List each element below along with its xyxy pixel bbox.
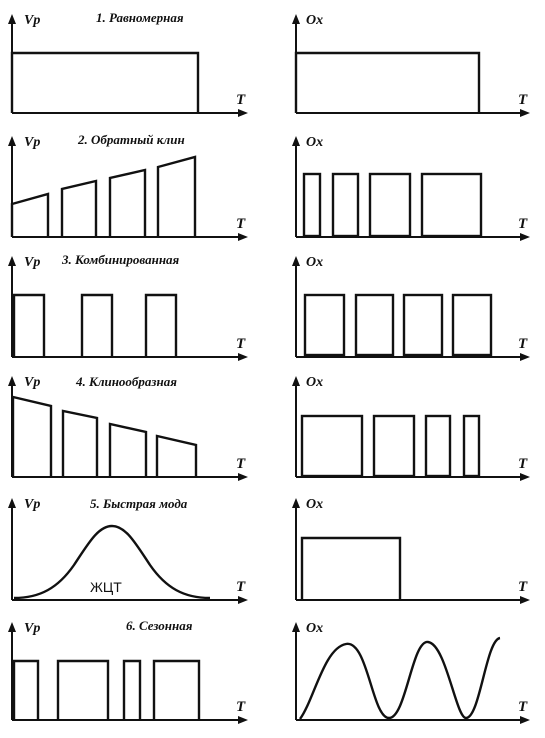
y-axis-arrow <box>8 14 16 24</box>
coverage-rect-3 <box>370 174 410 236</box>
coverage-rect-2 <box>333 174 358 236</box>
coverage-rect-1 <box>305 295 344 355</box>
x-axis-arrow <box>238 353 248 361</box>
row-3-right-panel <box>292 255 530 361</box>
x-axis-label: T <box>236 699 246 715</box>
row-2-left-panel <box>8 132 248 241</box>
row-1-right-panel <box>292 13 530 117</box>
y-axis-label: Ox <box>306 497 324 512</box>
sales-step-2 <box>62 181 96 237</box>
x-axis-arrow <box>238 473 248 481</box>
row-title: 4. Клинообразная <box>76 374 177 389</box>
x-axis-label: T <box>518 92 528 108</box>
sales-step-3 <box>110 170 145 237</box>
x-axis-arrow <box>520 716 530 724</box>
y-axis-arrow <box>292 14 300 24</box>
x-axis-arrow <box>238 233 248 241</box>
sales-pulse-1 <box>14 295 44 357</box>
sales-step-1 <box>12 194 48 237</box>
row-5-right-panel <box>292 497 530 604</box>
x-axis-label: T <box>236 456 246 472</box>
row-title: 1. Равномерная <box>96 10 184 25</box>
life-cycle-annotation: ЖЦТ <box>90 579 122 595</box>
x-axis-label: T <box>518 579 528 595</box>
y-axis-label: Vp <box>24 375 41 390</box>
sales-step-1 <box>13 397 51 477</box>
sales-step-3 <box>110 424 146 477</box>
sales-pulse-4 <box>154 661 199 720</box>
y-axis-arrow <box>292 256 300 266</box>
sales-step-2 <box>63 411 97 477</box>
x-axis-arrow <box>238 596 248 604</box>
row-title: 5. Быстрая мода <box>90 496 188 511</box>
x-axis-arrow <box>238 716 248 724</box>
row-6-right-panel <box>292 621 530 724</box>
row-4-left-panel <box>8 374 248 481</box>
x-axis-label: T <box>236 92 246 108</box>
row-2-right-panel <box>292 135 530 241</box>
sales-step-4 <box>157 436 196 477</box>
x-axis-arrow <box>238 109 248 117</box>
y-axis-arrow <box>8 256 16 266</box>
coverage-rect <box>302 538 400 600</box>
y-axis-label: Vp <box>24 13 41 28</box>
coverage-rect-3 <box>404 295 442 355</box>
row-title: 3. Комбинированная <box>62 252 180 267</box>
x-axis-label: T <box>518 336 528 352</box>
x-axis-arrow <box>520 109 530 117</box>
y-axis-arrow <box>8 376 16 386</box>
row-1-left-panel <box>8 10 248 117</box>
x-axis-label: T <box>236 579 246 595</box>
x-axis-label: T <box>236 216 246 232</box>
sales-pulse-2 <box>58 661 108 720</box>
x-axis-arrow <box>520 233 530 241</box>
y-axis-label: Vp <box>24 255 41 270</box>
seasonal-wave <box>300 638 500 719</box>
row-title: 2. Обратный клин <box>78 132 185 147</box>
y-axis-arrow <box>292 136 300 146</box>
y-axis-label: Ox <box>306 375 324 390</box>
y-axis-label: Ox <box>306 255 324 270</box>
x-axis-arrow <box>520 353 530 361</box>
x-axis-label: T <box>518 456 528 472</box>
sales-pulse-2 <box>82 295 112 357</box>
coverage-rect-1 <box>302 416 362 476</box>
y-axis-label: Ox <box>306 13 324 28</box>
sales-pulse-3 <box>124 661 140 720</box>
coverage-rect <box>296 53 479 113</box>
row-3-left-panel <box>8 252 248 361</box>
x-axis-arrow <box>520 473 530 481</box>
coverage-rect-4 <box>453 295 491 355</box>
x-axis-arrow <box>520 596 530 604</box>
coverage-rect-4 <box>464 416 479 476</box>
y-axis-arrow <box>292 498 300 508</box>
y-axis-arrow <box>8 136 16 146</box>
x-axis-label: T <box>518 216 528 232</box>
y-axis-label: Vp <box>24 135 41 150</box>
sales-step-4 <box>158 157 195 237</box>
y-axis-arrow <box>292 376 300 386</box>
coverage-rect-2 <box>356 295 393 355</box>
y-axis-label: Ox <box>306 135 324 150</box>
sales-pulse-3 <box>146 295 176 357</box>
x-axis-label: T <box>236 336 246 352</box>
row-title: 6. Сезонная <box>126 618 193 633</box>
coverage-rect-4 <box>422 174 481 236</box>
y-axis-arrow <box>8 498 16 508</box>
y-axis-arrow <box>8 622 16 632</box>
coverage-rect-2 <box>374 416 414 476</box>
x-axis-label: T <box>518 699 528 715</box>
row-6-left-panel <box>8 618 248 724</box>
coverage-rect-1 <box>304 174 320 236</box>
sales-rect <box>12 53 198 113</box>
y-axis-arrow <box>292 622 300 632</box>
y-axis-label: Ox <box>306 621 324 636</box>
y-axis-label: Vp <box>24 621 41 636</box>
row-5-left-panel <box>8 496 248 604</box>
coverage-rect-3 <box>426 416 450 476</box>
sales-pulse-1 <box>14 661 38 720</box>
row-4-right-panel <box>292 375 530 481</box>
y-axis-label: Vp <box>24 497 41 512</box>
